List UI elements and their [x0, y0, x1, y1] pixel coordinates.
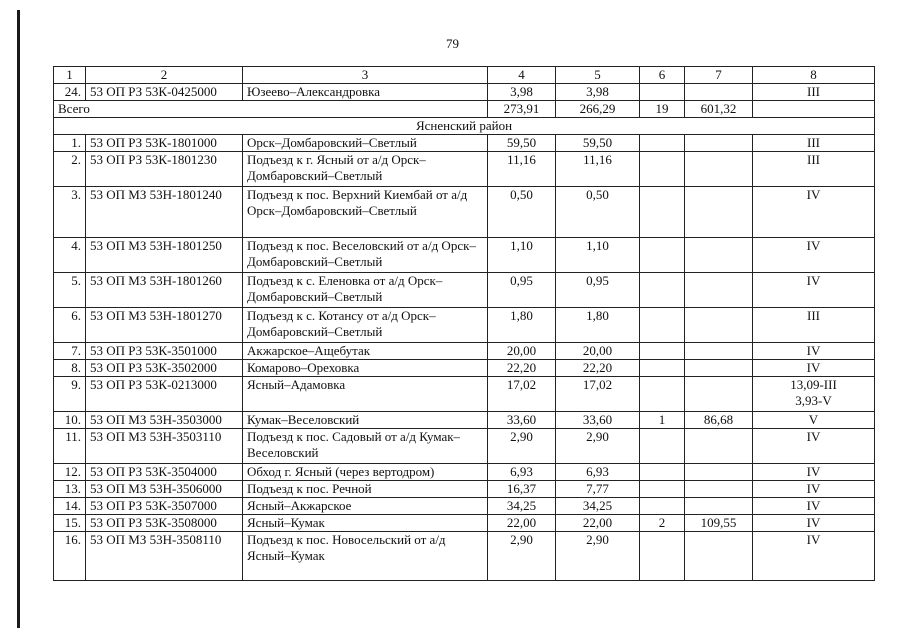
- bridges-length: [685, 152, 753, 187]
- road-name: Юзеево–Александровка: [243, 84, 488, 101]
- bridges-count: [640, 377, 685, 412]
- bridges-count: [640, 429, 685, 464]
- road-category: V: [753, 412, 875, 429]
- table-row: [54, 308, 875, 343]
- row-number: 7.: [54, 343, 86, 360]
- row-number: 9.: [54, 377, 86, 412]
- bridges-length: [685, 360, 753, 377]
- road-code: 53 ОП РЗ 53К-0425000: [86, 84, 243, 101]
- row-number: 12.: [54, 464, 86, 481]
- bridges-count: [640, 238, 685, 273]
- length-hard: 7,77: [556, 481, 640, 498]
- page-edge-bar: [17, 10, 20, 628]
- length-hard: 22,20: [556, 360, 640, 377]
- bridges-length: [685, 238, 753, 273]
- total-category: [753, 101, 875, 118]
- length-total: 20,00: [488, 343, 556, 360]
- row-number: 1.: [54, 135, 86, 152]
- table-row: [54, 377, 875, 412]
- row-number: 13.: [54, 481, 86, 498]
- road-category: IV: [753, 187, 875, 238]
- header-cell: 3: [243, 67, 488, 84]
- total-length: 273,91: [488, 101, 556, 118]
- road-category: III: [753, 152, 875, 187]
- length-total: 33,60: [488, 412, 556, 429]
- road-category: IV: [753, 343, 875, 360]
- length-hard: 33,60: [556, 412, 640, 429]
- table-row: [54, 481, 875, 498]
- table-row: [54, 498, 875, 515]
- bridges-count: [640, 308, 685, 343]
- road-code: 53 ОП РЗ 53К-1801230: [86, 152, 243, 187]
- bridges-length: [685, 135, 753, 152]
- row-number: 11.: [54, 429, 86, 464]
- road-code: 53 ОП МЗ 53Н-1801250: [86, 238, 243, 273]
- bridges-length: [685, 498, 753, 515]
- table-row: [54, 412, 875, 429]
- row-number: 5.: [54, 273, 86, 308]
- bridges-length: 86,68: [685, 412, 753, 429]
- road-category: IV: [753, 238, 875, 273]
- length-hard: 1,10: [556, 238, 640, 273]
- road-code: 53 ОП РЗ 53К-3504000: [86, 464, 243, 481]
- table-row: [54, 515, 875, 532]
- road-code: 53 ОП МЗ 53Н-1801260: [86, 273, 243, 308]
- bridges-length: [685, 84, 753, 101]
- row-number: 15.: [54, 515, 86, 532]
- length-hard: 22,00: [556, 515, 640, 532]
- road-code: 53 ОП РЗ 53К-3508000: [86, 515, 243, 532]
- length-total: 17,02: [488, 377, 556, 412]
- length-total: 11,16: [488, 152, 556, 187]
- table-row: [54, 187, 875, 238]
- road-category: [753, 377, 875, 412]
- road-name: Подъезд к с. Котансу от а/д Орск–Домбаровский–Светлый: [243, 308, 488, 343]
- bridges-length: [685, 464, 753, 481]
- road-name: Орск–Домбаровский–Светлый: [243, 135, 488, 152]
- road-category: IV: [753, 532, 875, 581]
- road-category: IV: [753, 498, 875, 515]
- length-total: 22,20: [488, 360, 556, 377]
- road-code: 53 ОП РЗ 53К-3502000: [86, 360, 243, 377]
- section-title: Ясненский район: [54, 118, 875, 135]
- road-code: 53 ОП МЗ 53Н-3503110: [86, 429, 243, 464]
- length-total: 6,93: [488, 464, 556, 481]
- total-hard: 266,29: [556, 101, 640, 118]
- row-number: 16.: [54, 532, 86, 581]
- bridges-count: [640, 464, 685, 481]
- road-code: 53 ОП МЗ 53Н-1801270: [86, 308, 243, 343]
- length-total: 2,90: [488, 532, 556, 581]
- table-row: [54, 135, 875, 152]
- road-name: Подъезд к пос. Верхний Киембай от а/д Орск–Домбаровский–Светлый: [243, 187, 488, 238]
- header-cell: 2: [86, 67, 243, 84]
- bridges-count: [640, 187, 685, 238]
- bridges-length: [685, 532, 753, 581]
- road-name: Обход г. Ясный (через вертодром): [243, 464, 488, 481]
- length-total: 34,25: [488, 498, 556, 515]
- road-name: Ясный–Адамовка: [243, 377, 488, 412]
- road-name: Ясный–Кумак: [243, 515, 488, 532]
- length-total: 22,00: [488, 515, 556, 532]
- length-hard: 17,02: [556, 377, 640, 412]
- road-code: 53 ОП РЗ 53К-3507000: [86, 498, 243, 515]
- total-bridges-length: 601,32: [685, 101, 753, 118]
- road-code: 53 ОП РЗ 53К-0213000: [86, 377, 243, 412]
- header-cell: 1: [54, 67, 86, 84]
- bridges-length: [685, 481, 753, 498]
- road-name: Подъезд к г. Ясный от а/д Орск–Домбаровский–Светлый: [243, 152, 488, 187]
- bridges-length: 109,55: [685, 515, 753, 532]
- bridges-count: [640, 152, 685, 187]
- bridges-length: [685, 308, 753, 343]
- bridges-count: [640, 360, 685, 377]
- row-number: 24.: [54, 84, 86, 101]
- road-code: 53 ОП МЗ 53Н-3506000: [86, 481, 243, 498]
- total-row: [54, 101, 875, 118]
- bridges-length: [685, 273, 753, 308]
- header-cell: 8: [753, 67, 875, 84]
- length-hard: 2,90: [556, 532, 640, 581]
- table-row: [54, 343, 875, 360]
- bridges-length: [685, 187, 753, 238]
- road-category: III: [753, 308, 875, 343]
- bridges-count: [640, 273, 685, 308]
- table-row: [54, 464, 875, 481]
- table-row: [54, 84, 875, 101]
- road-category-line: 3,93-V: [795, 393, 832, 408]
- header-cell: 4: [488, 67, 556, 84]
- length-hard: 34,25: [556, 498, 640, 515]
- road-category: IV: [753, 464, 875, 481]
- bridges-count: [640, 498, 685, 515]
- length-total: 1,80: [488, 308, 556, 343]
- length-total: 1,10: [488, 238, 556, 273]
- road-name: Ясный–Акжарское: [243, 498, 488, 515]
- row-number: 10.: [54, 412, 86, 429]
- road-category: III: [753, 84, 875, 101]
- road-name: Кумак–Веселовский: [243, 412, 488, 429]
- total-label: Всего: [54, 101, 488, 118]
- road-category: IV: [753, 429, 875, 464]
- road-code: 53 ОП РЗ 53К-1801000: [86, 135, 243, 152]
- header-cell: 5: [556, 67, 640, 84]
- length-hard: 0,95: [556, 273, 640, 308]
- bridges-count: [640, 84, 685, 101]
- bridges-count: 2: [640, 515, 685, 532]
- length-total: 0,95: [488, 273, 556, 308]
- row-number: 2.: [54, 152, 86, 187]
- table-row: [54, 532, 875, 581]
- bridges-length: [685, 429, 753, 464]
- table-row: [54, 360, 875, 377]
- row-number: 3.: [54, 187, 86, 238]
- header-cell: 7: [685, 67, 753, 84]
- section-row: [54, 118, 875, 135]
- length-hard: 1,80: [556, 308, 640, 343]
- road-name: Акжарское–Ащебутак: [243, 343, 488, 360]
- header-row: [54, 67, 875, 84]
- length-hard: 2,90: [556, 429, 640, 464]
- row-number: 4.: [54, 238, 86, 273]
- road-name: Подъезд к с. Еленовка от а/д Орск–Домбаровский–Светлый: [243, 273, 488, 308]
- length-hard: 20,00: [556, 343, 640, 360]
- bridges-count: [640, 343, 685, 360]
- length-total: 2,90: [488, 429, 556, 464]
- length-hard: 59,50: [556, 135, 640, 152]
- road-category: IV: [753, 273, 875, 308]
- total-bridges-count: 19: [640, 101, 685, 118]
- road-code: 53 ОП РЗ 53К-3501000: [86, 343, 243, 360]
- length-total: 16,37: [488, 481, 556, 498]
- page-number: 79: [446, 36, 459, 51]
- row-number: 14.: [54, 498, 86, 515]
- road-category-line: 13,09-III: [790, 377, 837, 392]
- bridges-count: [640, 481, 685, 498]
- road-category: III: [753, 135, 875, 152]
- table-row: [54, 238, 875, 273]
- bridges-count: [640, 532, 685, 581]
- road-name: Подъезд к пос. Новосельский от а/д Ясный–Кумак: [243, 532, 488, 581]
- length-total: 0,50: [488, 187, 556, 238]
- bridges-count: [640, 135, 685, 152]
- road-code: 53 ОП МЗ 53Н-3503000: [86, 412, 243, 429]
- road-name: Подъезд к пос. Веселовский от а/д Орск–Домбаровский–Светлый: [243, 238, 488, 273]
- header-cell: 6: [640, 67, 685, 84]
- road-code: 53 ОП МЗ 53Н-1801240: [86, 187, 243, 238]
- length-hard: 3,98: [556, 84, 640, 101]
- bridges-length: [685, 377, 753, 412]
- length-hard: 11,16: [556, 152, 640, 187]
- row-number: 6.: [54, 308, 86, 343]
- table-row: [54, 429, 875, 464]
- road-name: Комарово–Ореховка: [243, 360, 488, 377]
- road-name: Подъезд к пос. Речной: [243, 481, 488, 498]
- road-category: IV: [753, 360, 875, 377]
- row-number: 8.: [54, 360, 86, 377]
- bridges-count: 1: [640, 412, 685, 429]
- length-hard: 6,93: [556, 464, 640, 481]
- road-category: IV: [753, 515, 875, 532]
- length-hard: 0,50: [556, 187, 640, 238]
- table-row: [54, 273, 875, 308]
- roads-table: [53, 66, 875, 581]
- table-row: [54, 152, 875, 187]
- road-name: Подъезд к пос. Садовый от а/д Кумак– Веселовский: [243, 429, 488, 464]
- length-total: 3,98: [488, 84, 556, 101]
- road-category: IV: [753, 481, 875, 498]
- length-total: 59,50: [488, 135, 556, 152]
- road-code: 53 ОП МЗ 53Н-3508110: [86, 532, 243, 581]
- bridges-length: [685, 343, 753, 360]
